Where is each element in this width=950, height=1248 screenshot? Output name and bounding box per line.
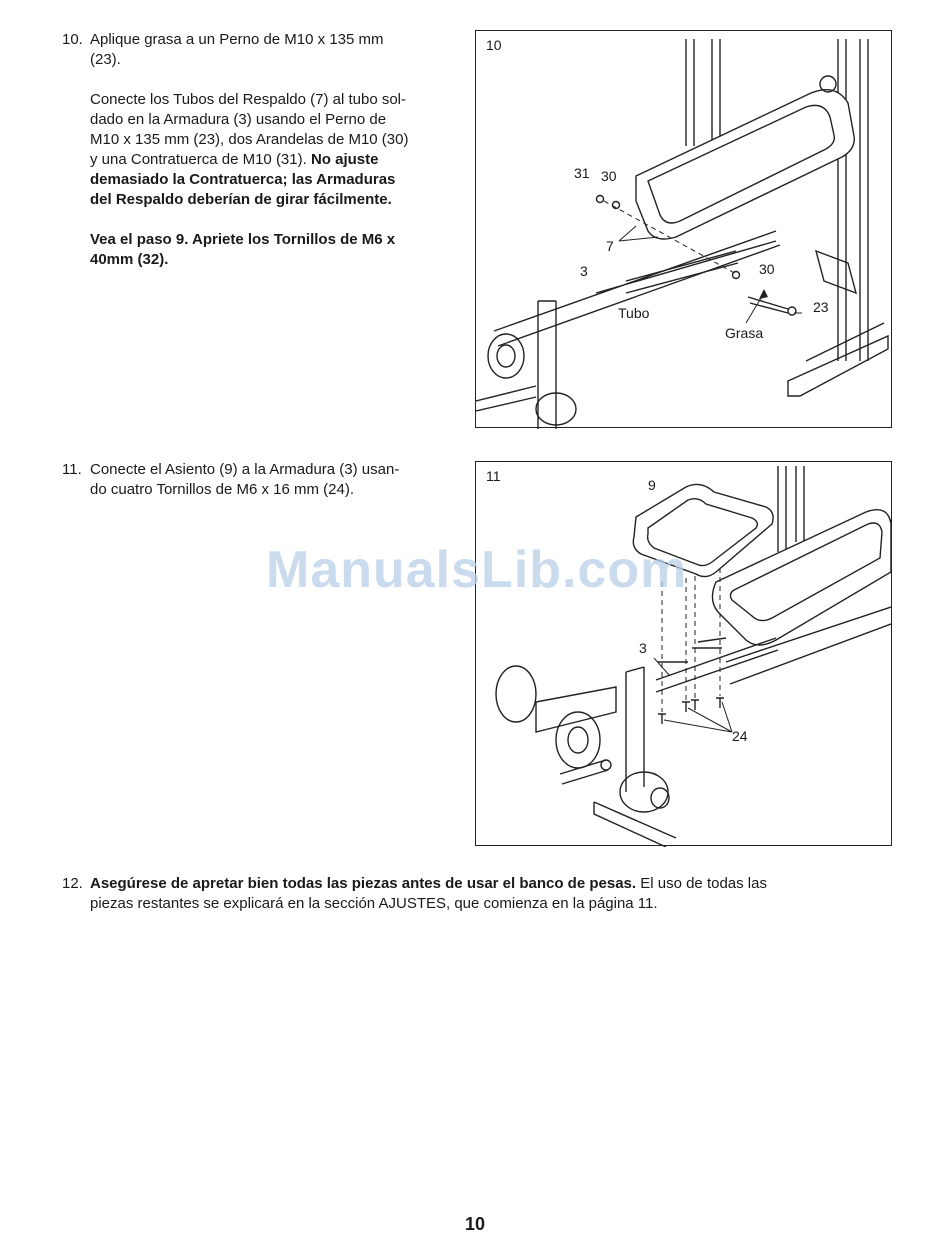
callout-31: 31 (574, 165, 590, 181)
figure-number: 11 (486, 468, 501, 484)
text-line: do cuatro Tornillos de M6 x 16 mm (24). (90, 481, 355, 498)
page-number: 10 (464, 1214, 486, 1234)
warning-text: demasiado la Contratuerca; las Armaduras (90, 171, 396, 188)
foam-roller (488, 334, 524, 378)
callout-30: 30 (601, 168, 617, 184)
leader-24 (664, 702, 732, 732)
callout-30: 30 (759, 261, 775, 277)
callout-3: 3 (580, 263, 588, 279)
upright-left (686, 39, 720, 146)
grasa-arrow-head (759, 289, 768, 299)
callout-23: 23 (813, 299, 829, 315)
callout-24: 24 (732, 728, 748, 744)
pivot-bracket (816, 251, 856, 293)
callout-7: 7 (606, 238, 614, 254)
text-line: piezas restantes se explicará en la sección AJUSTES, que comienza en la página 11. (90, 895, 658, 912)
step-10-paragraph-1 (90, 30, 409, 70)
instruction-bold: Vea el paso 9. Apriete los Tornillos de M6 x (90, 231, 396, 248)
nut-31 (597, 196, 604, 203)
warning-text: del Respaldo deberían de girar fácilmente. (90, 191, 392, 208)
step-number: 10. (62, 31, 83, 48)
instruction-bold: 40mm (32). (90, 251, 169, 268)
watermark: ManualsLib.com (266, 541, 688, 599)
callout-3: 3 (639, 640, 647, 656)
frame-tubes (656, 638, 778, 692)
step-12-paragraph (90, 874, 767, 914)
figure-11-drawing (476, 462, 893, 847)
figure-11 (475, 461, 892, 846)
text-line: Conecte el Asiento (9) a la Armadura (3) usan- (90, 461, 400, 478)
step-11-paragraph (90, 460, 399, 500)
foam-roller (496, 666, 536, 722)
instruction-bold: Asegúrese de apretar bien todas las piezas antes de usar el banco de pesas. (90, 875, 637, 892)
figure-10-drawing (476, 31, 893, 429)
text-line: (23). (90, 51, 121, 68)
step-10-paragraph-2 (90, 90, 409, 210)
step-number: 12. (62, 875, 83, 892)
step-11-body (90, 460, 399, 520)
backrest-pad (636, 90, 854, 239)
label-grasa: Grasa (725, 325, 764, 341)
upright-right (838, 39, 868, 361)
text-line: Aplique grasa a un Perno de M10 x 135 mm (90, 31, 384, 48)
warning-text: No ajuste (310, 151, 379, 168)
step-10-paragraph-3 (90, 230, 409, 270)
text-line: y una Contratuerca de M10 (31). (90, 151, 311, 168)
upright (778, 466, 804, 552)
leg-extension (536, 687, 616, 732)
text-line: Conecte los Tubos del Respaldo (7) al tubo sol- (90, 91, 407, 108)
base-foot (594, 802, 676, 847)
label-tubo: Tubo (618, 305, 650, 321)
text-line: El uso de todas las (636, 875, 767, 892)
screw-24 (662, 698, 720, 724)
step-12-body (90, 874, 767, 934)
figure-10 (475, 30, 892, 428)
callout-9: 9 (648, 477, 656, 493)
text-line: M10 x 135 mm (23), dos Arandelas de M10 (30) (90, 131, 409, 148)
figure-number: 10 (486, 37, 502, 53)
foam-roller (556, 712, 600, 768)
step-number: 11. (62, 461, 82, 478)
front-leg (538, 301, 556, 429)
text-line: dado en la Armadura (3) usando el Perno de (90, 111, 387, 128)
step-10-body (90, 30, 409, 290)
